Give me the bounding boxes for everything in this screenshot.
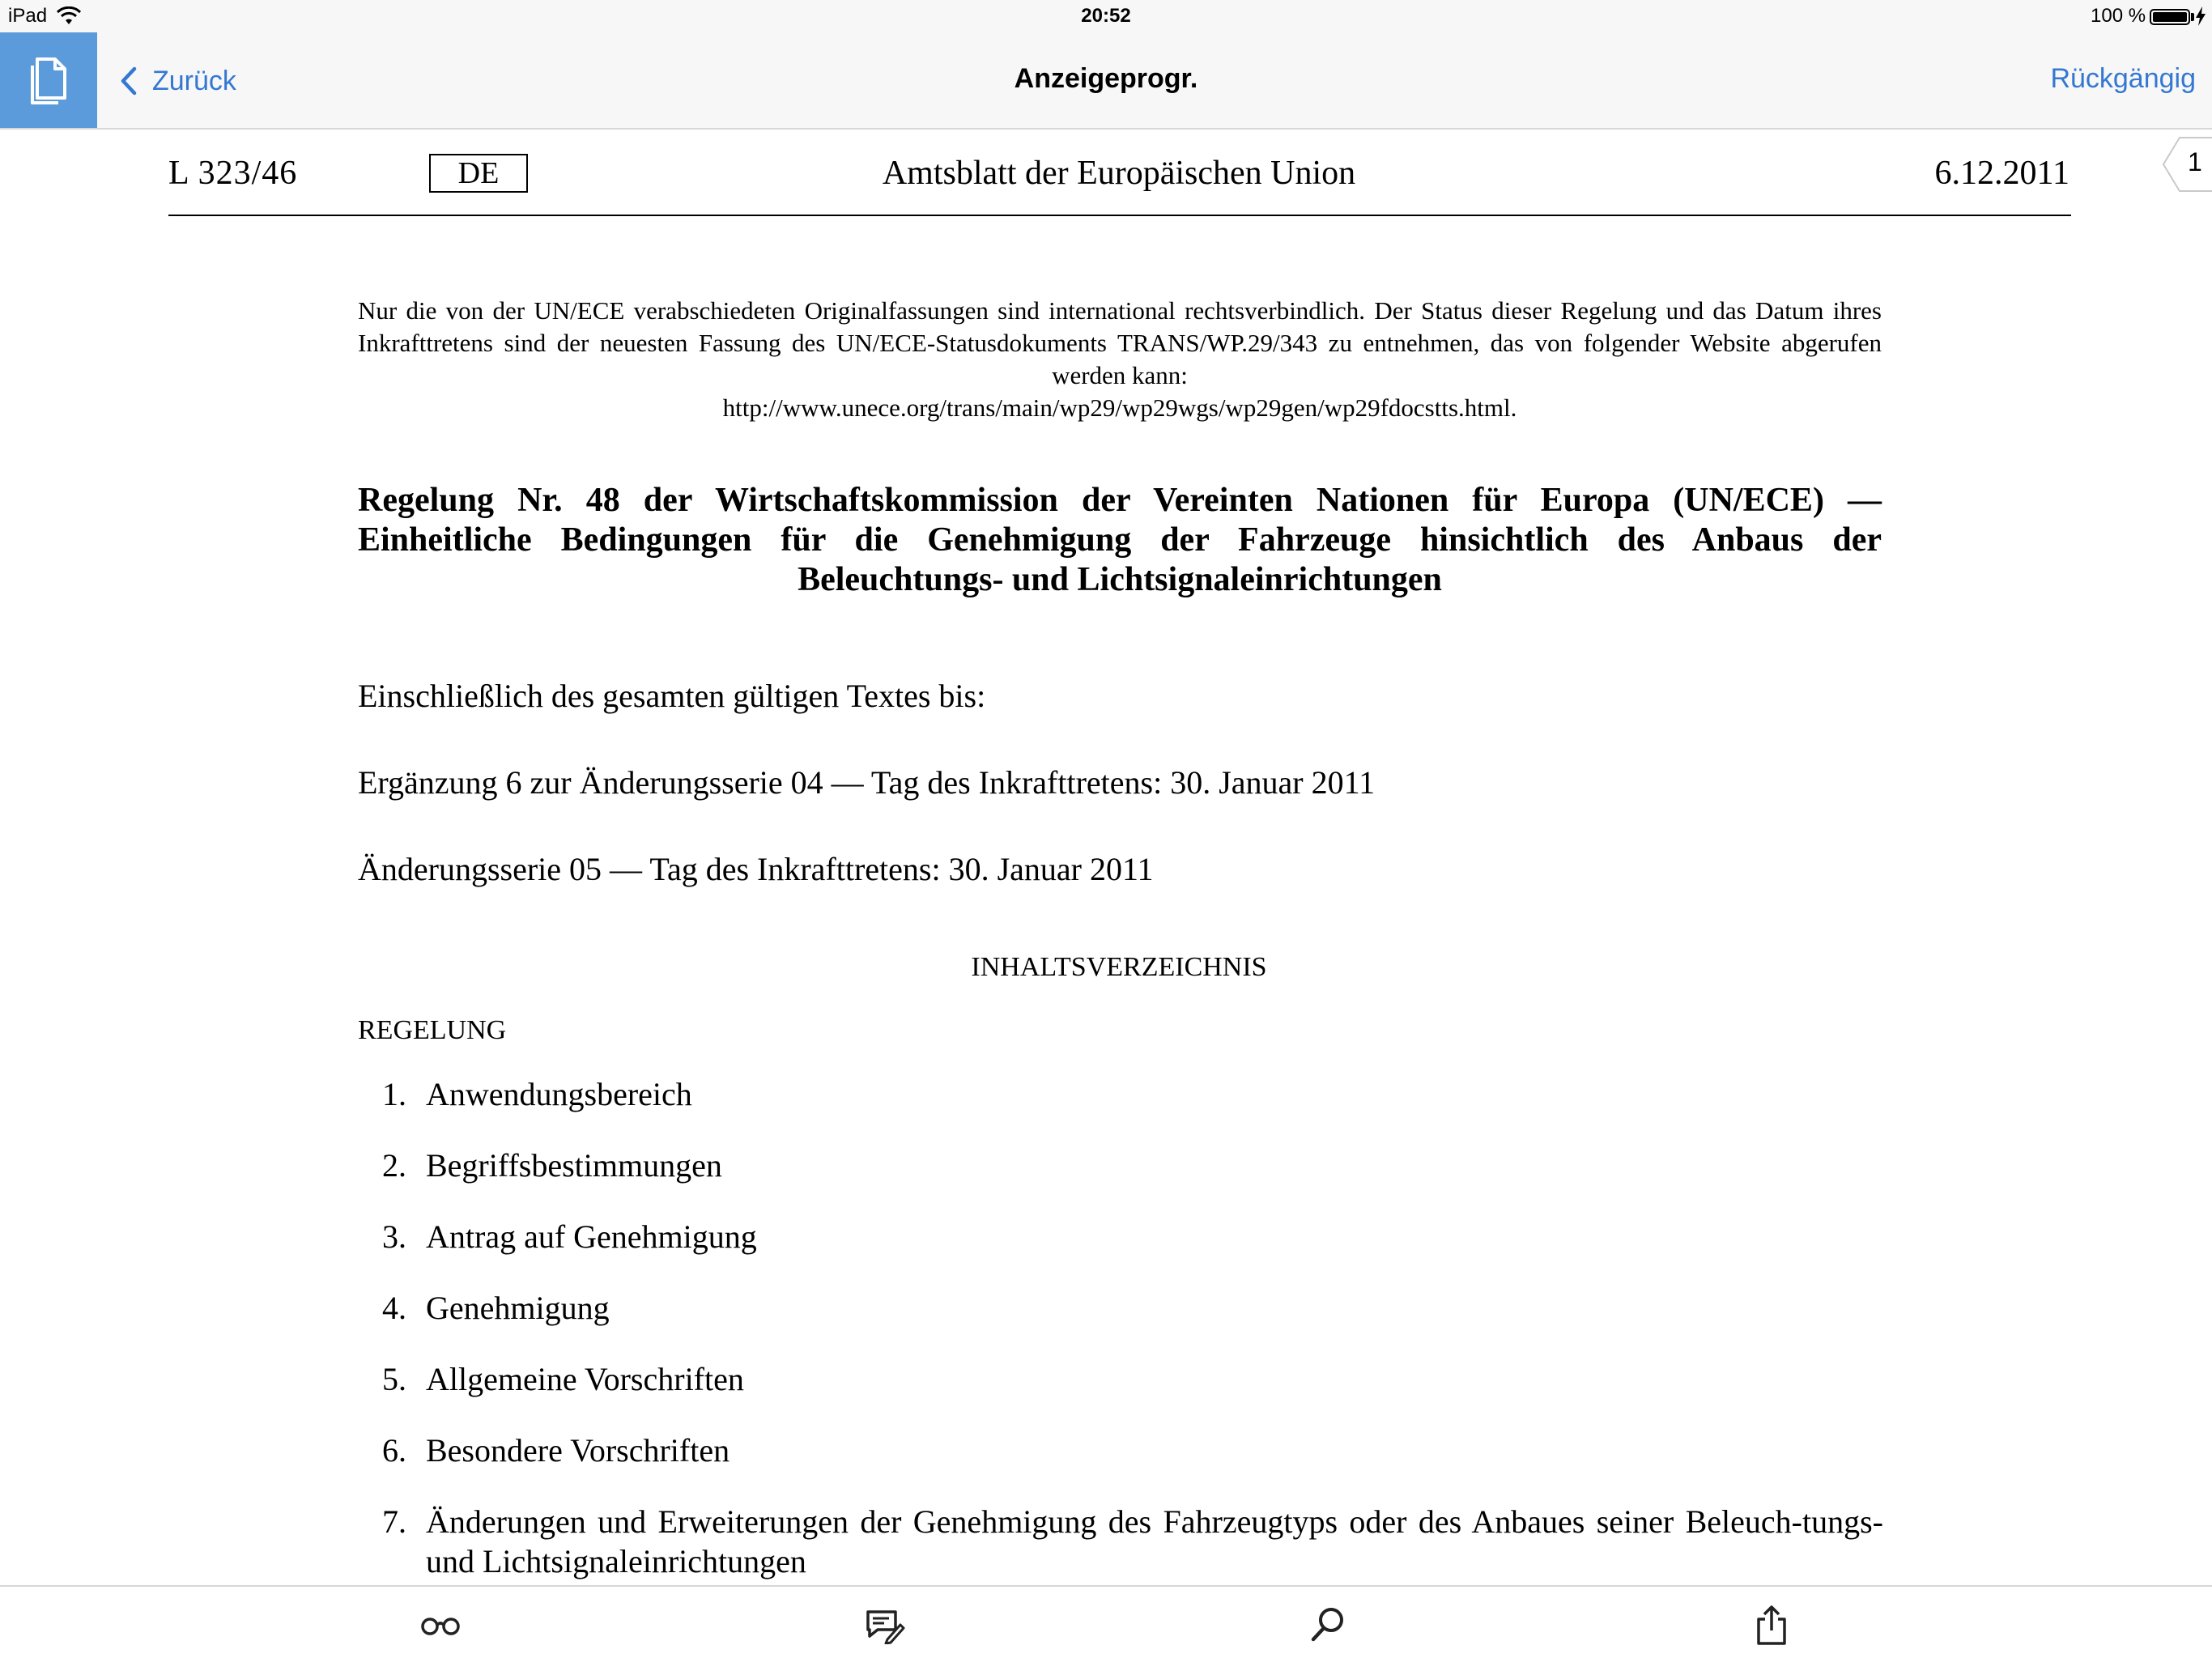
battery-tip [2191, 13, 2194, 21]
publication-name: Amtsblatt der Europäischen Union [882, 155, 1356, 192]
share-icon [1755, 1605, 1788, 1645]
toc-label: Allgemeine Vorschriften [426, 1361, 744, 1397]
header-rule [168, 215, 2071, 216]
toc-number: 4. [382, 1290, 406, 1326]
device-label: iPad [8, 5, 48, 27]
toc-label: Genehmigung [426, 1290, 610, 1326]
toc-label: Anwendungsbereich [426, 1076, 692, 1112]
notice-text: Nur die von der UN/ECE verabschiedeten Originalfassungen sind international rechtsverbindlich. Der Status dieser Regelung und das Datum ihres Inkrafttretens sind der neuesten Fassung des UN/ECE-Statusdokuments TRANS/WP.29/343 zu entnehmen, das von folgender Website abgerufen werden kann: [358, 296, 1882, 389]
amendment-line: Ergänzung 6 zur Änderungsserie 04 — Tag des Inkrafttretens: 30. Januar 2011 [358, 764, 1376, 801]
toc-heading: INHALTSVERZEICHNIS [971, 952, 1267, 982]
toc-number: 3. [382, 1218, 406, 1255]
search-icon [1308, 1605, 1347, 1644]
document-header [168, 154, 2069, 219]
undo-button[interactable]: Rückgängig [2050, 63, 2196, 94]
toc-number: 2. [382, 1147, 406, 1184]
annotate-icon [863, 1605, 905, 1644]
toc-number: 5. [382, 1361, 406, 1397]
publication-date: 6.12.2011 [1934, 155, 2069, 192]
annotate-button[interactable] [860, 1605, 908, 1645]
back-label: Zurück [152, 65, 236, 96]
glasses-icon [419, 1613, 462, 1637]
language-box: DE [429, 154, 528, 193]
toc-number: 6. [382, 1432, 406, 1469]
page-title: Anzeigeprogr. [1014, 63, 1198, 94]
journal-reference: L 323/46 [168, 155, 298, 192]
page-tab-outline [2160, 136, 2212, 193]
toc-label: Antrag auf Genehmigung [426, 1218, 757, 1255]
regulation-title: Regelung Nr. 48 der Wirtschaftskommission der Vereinten Nationen für Europa (UN/ECE) — Einheitliche Bedingungen für die Genehmigung der Fahrzeuge hinsichtlich des Anbaus der Beleuchtungs- und Lichtsignaleinrichtungen [358, 482, 1882, 598]
toc-number: 1. [382, 1076, 406, 1112]
reading-mode-button[interactable] [416, 1605, 465, 1645]
clock: 20:52 [1081, 5, 1131, 27]
status-bar [0, 0, 2212, 32]
notice-url: http://www.unece.org/trans/main/wp29/wp29wgs/wp29gen/wp29fdocstts.html. [722, 393, 1517, 422]
navigation-bar [0, 32, 2212, 130]
charging-icon [2195, 6, 2206, 26]
page-number-tab[interactable] [2160, 136, 2212, 193]
battery-icon [2150, 9, 2190, 25]
search-button[interactable] [1304, 1605, 1352, 1645]
amendment-line: Änderungsserie 05 — Tag des Inkrafttretens: 30. Januar 2011 [358, 851, 1154, 887]
share-button[interactable] [1747, 1605, 1796, 1645]
toc-section-label: REGELUNG [358, 1015, 507, 1045]
toc-label: Besondere Vorschriften [426, 1432, 730, 1469]
intro-text: Einschließlich des gesamten gültigen Textes bis: [358, 678, 986, 714]
bottom-toolbar [0, 1585, 2212, 1658]
legal-notice [358, 295, 1882, 424]
battery-percent: 100 % [2091, 5, 2146, 27]
toc-label: Begriffsbestimmungen [426, 1147, 722, 1184]
toc-label: Änderungen und Erweiterungen der Genehmigung des Fahrzeugtyps oder des Anbaues seiner Beleuch-tungs- und Lichtsignaleinrichtungen [426, 1503, 1883, 1579]
toc-number: 7. [382, 1503, 406, 1540]
page-number: 1 [2188, 147, 2202, 176]
